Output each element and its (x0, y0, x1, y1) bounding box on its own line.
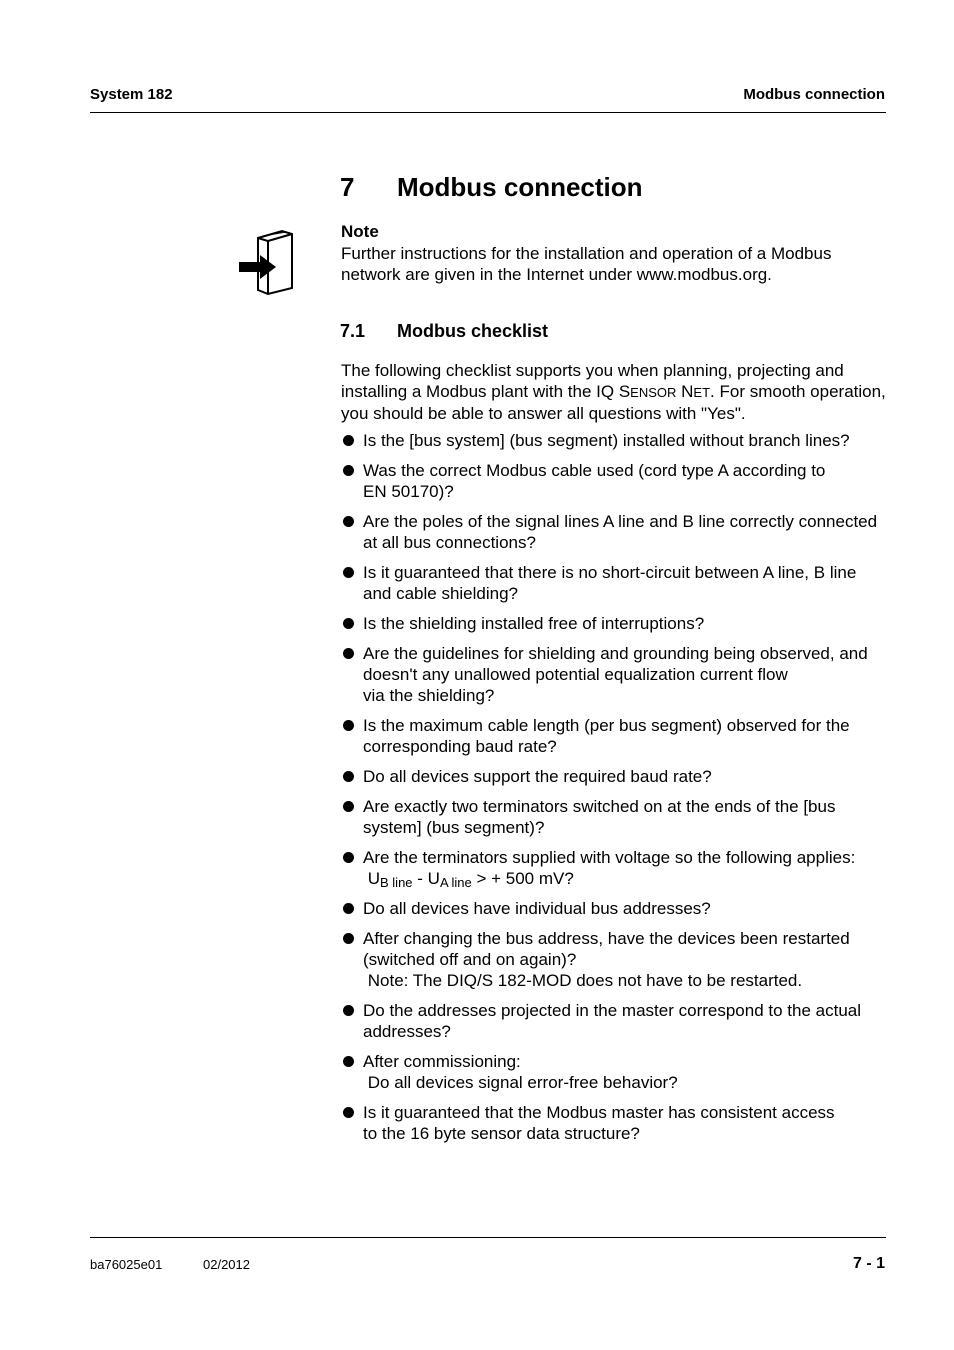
checklist-item (341, 1000, 887, 1042)
bullet-icon (343, 516, 354, 527)
checklist-item-text-continued: to the 16 byte sensor data structure? (363, 1124, 640, 1143)
checklist-item (341, 562, 887, 604)
bullet-icon (343, 801, 354, 812)
footer-rule (90, 1237, 886, 1238)
voltage-formula (363, 869, 574, 888)
bullet-icon (343, 465, 354, 476)
intro-part2: . For smooth operation, you should be able to answer all questions with "Yes". (341, 382, 886, 423)
section-title: Modbus checklist (397, 321, 549, 341)
bullet-icon (343, 567, 354, 578)
checklist-item-text: Was the correct Modbus cable used (cord type A according to (363, 461, 826, 480)
bullet-icon (343, 1107, 354, 1118)
formula-sub-b-line: B line (380, 875, 413, 890)
checklist-item-text: Do the addresses projected in the master correspond to the actual addresses? (363, 1001, 862, 1041)
chapter-heading (340, 172, 643, 203)
bullet-icon (343, 903, 354, 914)
bullet-icon (343, 1005, 354, 1016)
checklist-item-text: Are the terminators supplied with voltage so the following applies: (363, 848, 856, 867)
chapter-title: Modbus connection (397, 172, 643, 202)
checklist-item (341, 643, 887, 706)
intro-part1: The following checklist supports you when planning, projecting and installing a Modbus plant with the IQ S (341, 361, 844, 401)
checklist-item-text: After changing the bus address, have the devices been restarted (switched off and on again)? (363, 929, 850, 969)
checklist-item-text: Are the poles of the signal lines A line and B line correctly connected at all bus connections? (363, 512, 878, 552)
checklist-item (341, 898, 887, 919)
bullet-icon (343, 435, 354, 446)
note-body: Further instructions for the installation and operation of a Modbus network are given in the Internet under www.modbus.org. (341, 244, 832, 284)
section-number: 7.1 (340, 321, 366, 341)
book-pointer-icon (236, 228, 296, 301)
intro-paragraph (341, 360, 886, 424)
bullet-icon (343, 852, 354, 863)
checklist-item-text: Are the guidelines for shielding and grounding being observed, and doesn't any unallowed potential equalization current flow (363, 644, 868, 684)
header-right: Modbus connection (743, 86, 885, 103)
intro-sensor-smallcaps: ENSOR (630, 385, 677, 400)
formula-u: U (367, 869, 381, 888)
checklist-item-text-continued: EN 50170)? (363, 482, 454, 501)
checklist-item (341, 511, 887, 553)
formula-rest: > + 500 mV? (471, 869, 574, 888)
intro-net-smallcaps: ET (693, 385, 711, 400)
page-number: 7 - 1 (852, 1255, 885, 1272)
checklist-item (341, 766, 887, 787)
formula-sub-a-line: A line (439, 875, 472, 890)
checklist-item-text: After commissioning: (363, 1052, 521, 1071)
checklist-item (341, 715, 887, 757)
section-heading (340, 321, 548, 342)
checklist-item-text: Is it guaranteed that there is no short-circuit between A line, B line and cable shielding? (363, 563, 857, 603)
checklist-item (341, 1102, 887, 1144)
bullet-icon (343, 1056, 354, 1067)
footer-doc-id: ba76025e01 (90, 1257, 163, 1272)
header-rule (90, 112, 886, 113)
footer-date: 02/2012 (203, 1257, 250, 1272)
bullet-icon (343, 648, 354, 659)
intro-mid: N (676, 382, 694, 401)
bullet-icon (343, 720, 354, 731)
checklist (341, 430, 887, 1153)
chapter-number: 7 (340, 172, 355, 202)
checklist-item-text: Is it guaranteed that the Modbus master has consistent access (363, 1103, 835, 1122)
checklist-item-text-continued: via the shielding? (363, 686, 495, 705)
checklist-item-text: Is the [bus system] (bus segment) installed without branch lines? (363, 431, 850, 450)
checklist-item-text: Is the shielding installed free of interruptions? (363, 614, 705, 633)
bullet-icon (343, 933, 354, 944)
checklist-item (341, 430, 887, 451)
checklist-item (341, 460, 887, 502)
checklist-item-text: Is the maximum cable length (per bus segment) observed for the corresponding baud rate? (363, 716, 850, 756)
checklist-item-text: Do all devices support the required baud rate? (363, 767, 712, 786)
checklist-item (341, 613, 887, 634)
checklist-item-note: Note: The DIQ/S 182-MOD does not have to be restarted. (367, 971, 803, 990)
header-left: System 182 (90, 86, 173, 103)
note-title: Note (341, 222, 379, 241)
bullet-icon (343, 771, 354, 782)
checklist-item-text: Do all devices have individual bus addresses? (363, 899, 711, 918)
bullet-icon (343, 618, 354, 629)
checklist-item (341, 796, 887, 838)
formula-separator: - U (412, 869, 440, 888)
checklist-item-text-continued: Do all devices signal error-free behavior? (367, 1073, 678, 1092)
checklist-item (341, 847, 887, 889)
checklist-item (341, 928, 887, 991)
checklist-item (341, 1051, 887, 1093)
checklist-item-text: Are exactly two terminators switched on at the ends of the [bus system] (bus segment)? (363, 797, 836, 837)
